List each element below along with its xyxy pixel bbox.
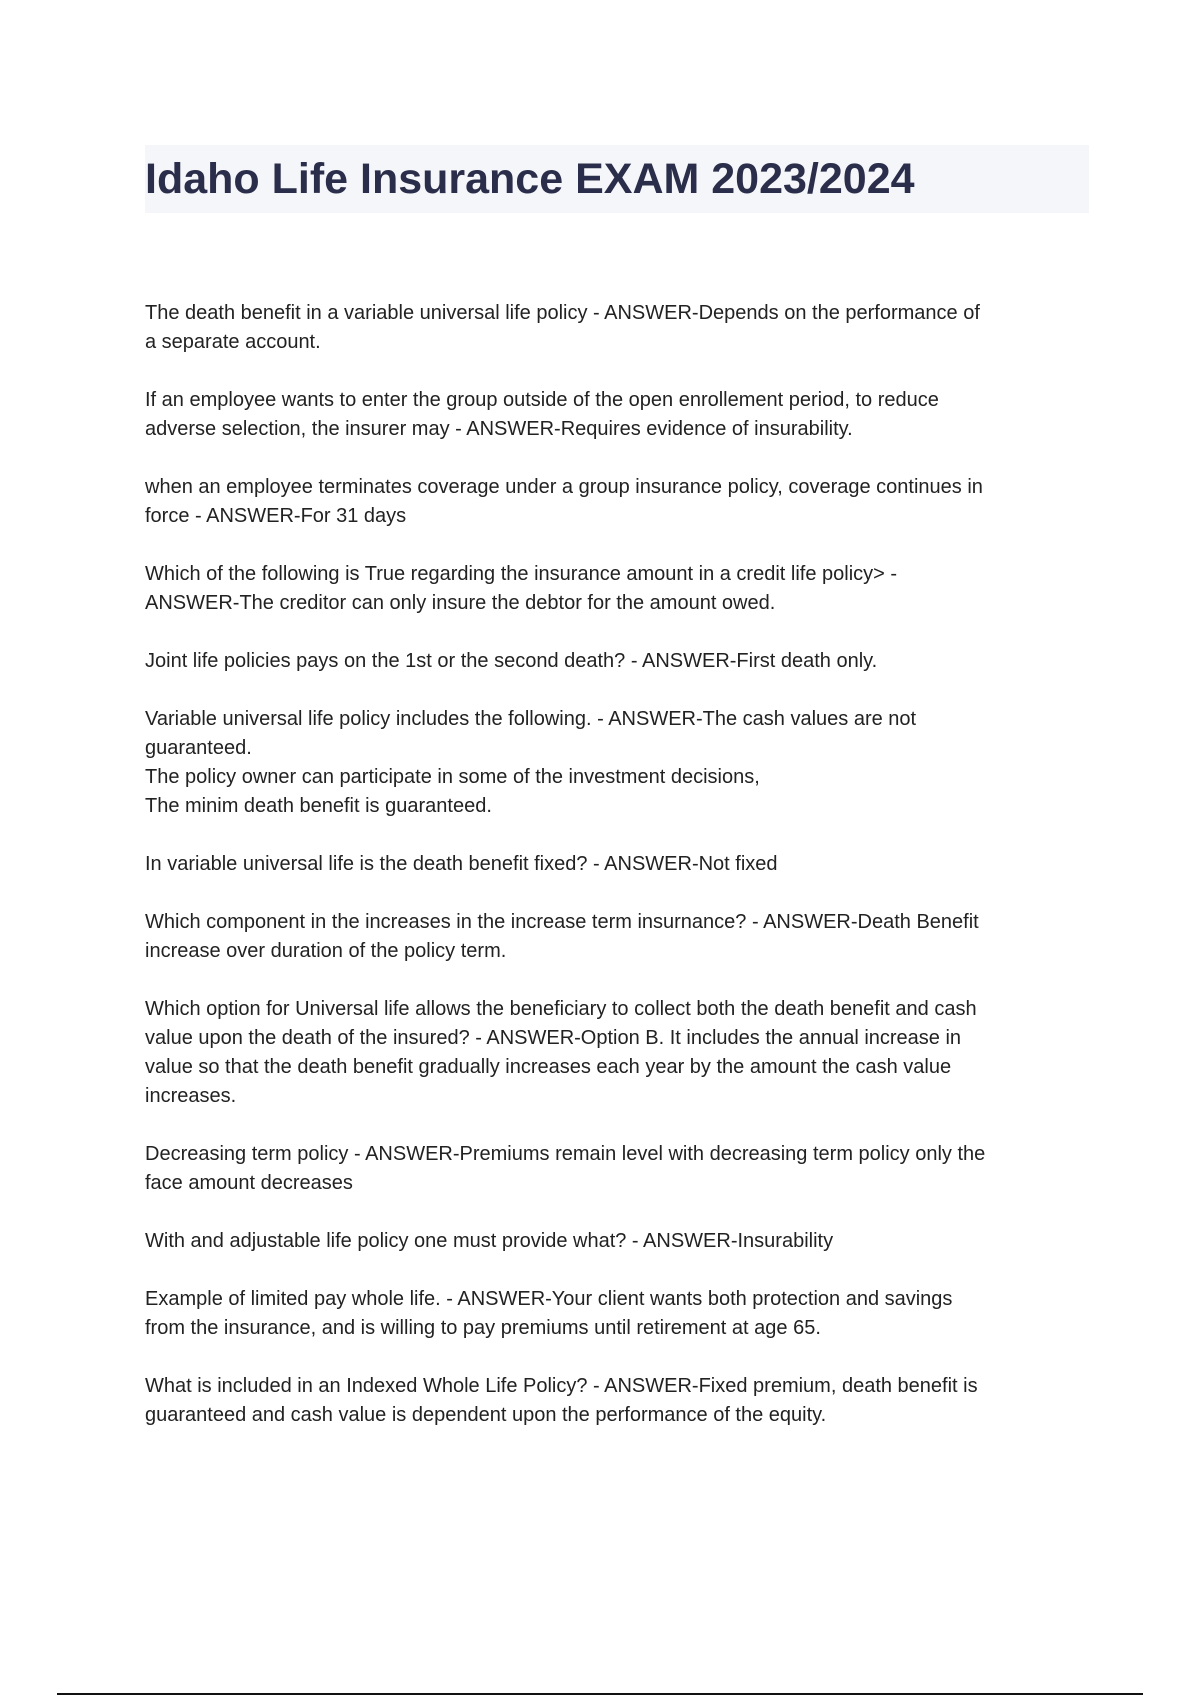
qa-line: Example of limited pay whole life. - ANSWER-Your client wants both protection and savings	[145, 1288, 953, 1310]
qa-line: The death benefit in a variable universal life policy - ANSWER-Depends on the performance of	[145, 302, 980, 324]
qa-line: from the insurance, and is willing to pay premiums until retirement at age 65.	[145, 1317, 821, 1339]
qa-item	[145, 1372, 1085, 1430]
qa-line: value upon the death of the insured? - ANSWER-Option B. It includes the annual increase in	[145, 1027, 962, 1049]
qa-item	[145, 299, 1085, 357]
title-banner	[145, 145, 1089, 213]
qa-line: guaranteed.	[145, 737, 252, 759]
qa-item	[145, 850, 1085, 879]
qa-item	[145, 647, 1085, 676]
qa-line: Decreasing term policy - ANSWER-Premiums remain level with decreasing term policy only the	[145, 1143, 986, 1165]
qa-line: value so that the death benefit gradually increases each year by the amount the cash value	[145, 1056, 952, 1078]
qa-item	[145, 705, 1085, 821]
qa-line: ANSWER-The creditor can only insure the debtor for the amount owed.	[145, 592, 776, 614]
qa-item	[145, 908, 1085, 966]
qa-line: The policy owner can participate in some of the investment decisions,	[145, 766, 760, 788]
qa-list	[145, 299, 1085, 1459]
qa-line: adverse selection, the insurer may - ANSWER-Requires evidence of insurability.	[145, 418, 853, 440]
qa-line: In variable universal life is the death benefit fixed? - ANSWER-Not fixed	[145, 853, 778, 875]
qa-item	[145, 995, 1085, 1111]
qa-item	[145, 1140, 1085, 1198]
qa-line: Which of the following is True regarding the insurance amount in a credit life policy> -	[145, 563, 898, 585]
qa-line: when an employee terminates coverage under a group insurance policy, coverage continues in	[145, 476, 983, 498]
qa-line: guaranteed and cash value is dependent upon the performance of the equity.	[145, 1404, 827, 1426]
qa-line: The minim death benefit is guaranteed.	[145, 795, 492, 817]
qa-line: a separate account.	[145, 331, 321, 353]
qa-item	[145, 1285, 1085, 1343]
qa-line: Variable universal life policy includes the following. - ANSWER-The cash values are not	[145, 708, 917, 730]
qa-item	[145, 386, 1085, 444]
qa-item	[145, 1227, 1085, 1256]
qa-item	[145, 560, 1085, 618]
qa-line: What is included in an Indexed Whole Life Policy? - ANSWER-Fixed premium, death benefit is	[145, 1375, 978, 1397]
qa-line: With and adjustable life policy one must provide what? - ANSWER-Insurability	[145, 1230, 834, 1252]
qa-line: Which component in the increases in the increase term insurnance? - ANSWER-Death Benefit	[145, 911, 979, 933]
qa-line: If an employee wants to enter the group outside of the open enrollement period, to reduce	[145, 389, 939, 411]
footer-divider	[57, 1693, 1143, 1695]
qa-line: Which option for Universal life allows the beneficiary to collect both the death benefit and cash	[145, 998, 977, 1020]
qa-line: Joint life policies pays on the 1st or the second death? - ANSWER-First death only.	[145, 650, 878, 672]
qa-line: force - ANSWER-For 31 days	[145, 505, 407, 527]
page-title: Idaho Life Insurance EXAM 2023/2024	[145, 155, 915, 203]
qa-line: increase over duration of the policy term.	[145, 940, 507, 962]
qa-line: face amount decreases	[145, 1172, 353, 1194]
qa-item	[145, 473, 1085, 531]
qa-line: increases.	[145, 1085, 237, 1107]
